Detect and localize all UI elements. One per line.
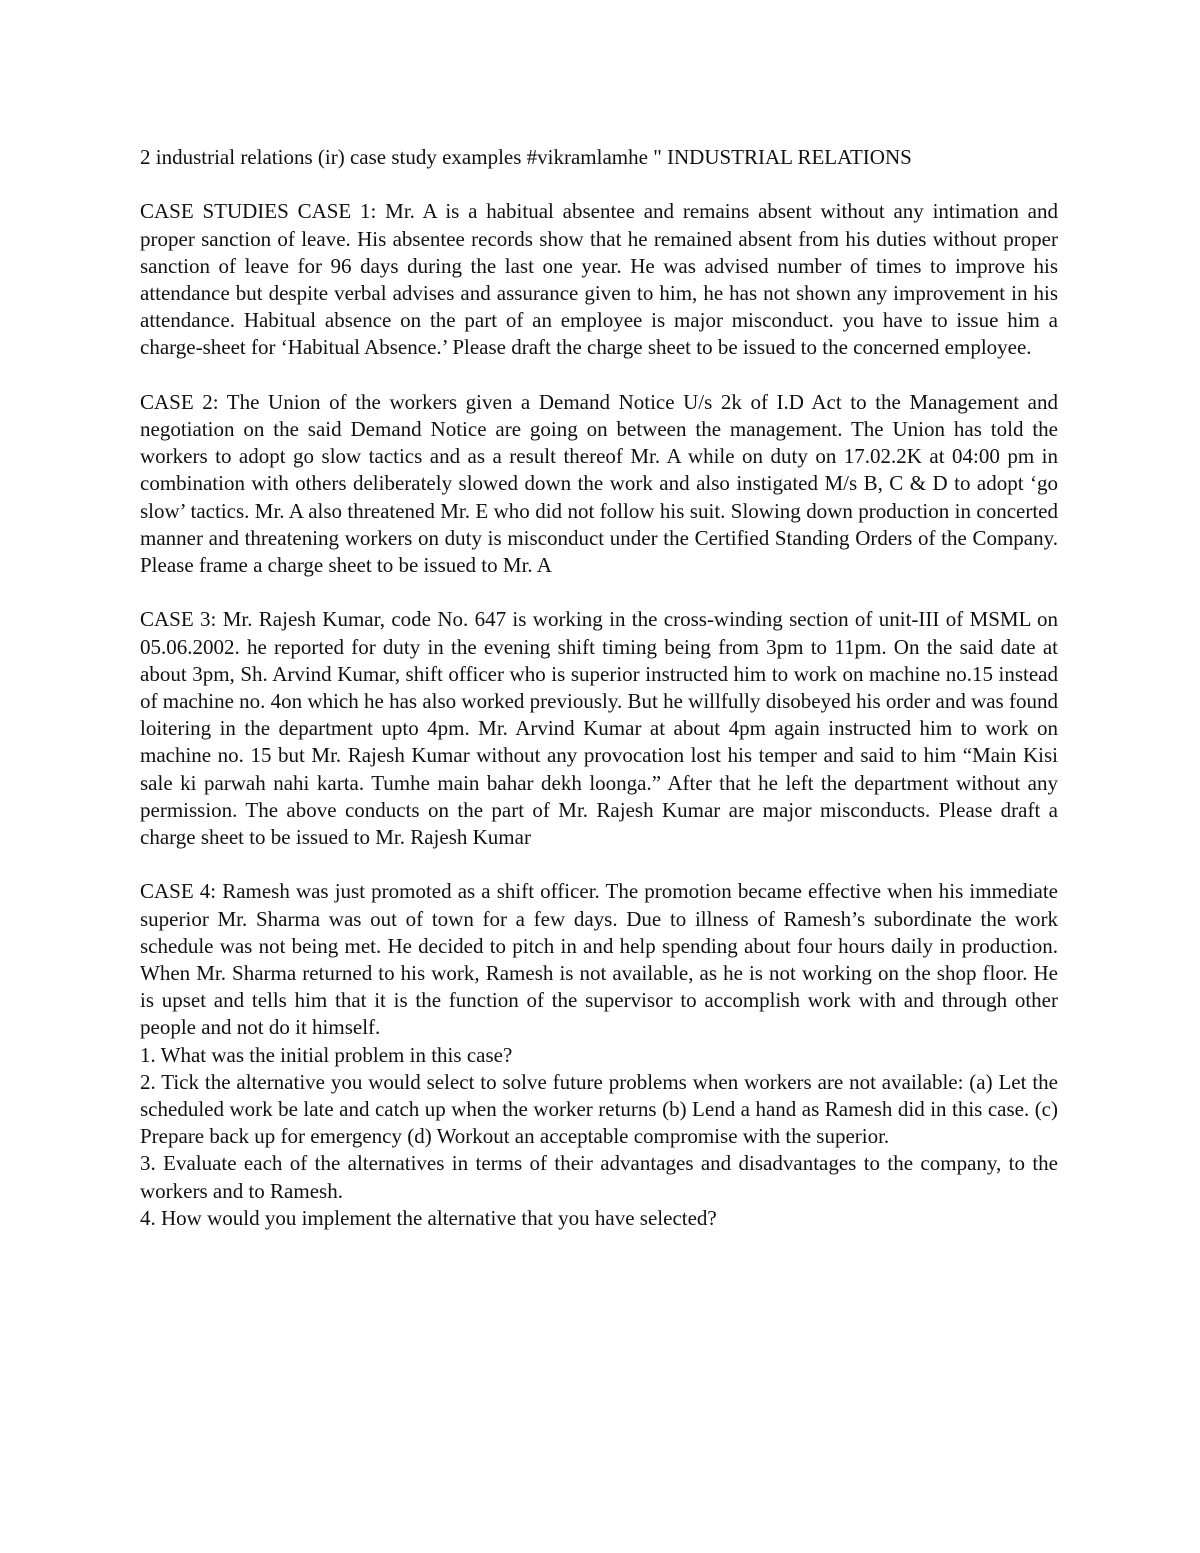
paragraph-gap <box>140 362 1058 389</box>
paragraph-gap <box>140 171 1058 198</box>
case-2-paragraph: CASE 2: The Union of the workers given a Demand Notice U/s 2k of I.D Act to the Management and negotiation on the said Demand Notice are going on between the management. The Union has told the workers to adopt go slow tactics and as a result thereof Mr. A while on duty on 17.02.2K at 04:00 pm in combination with others deliberately slowed down the work and also instigated M/s B, C & D to adopt ‘go slow’ tactics. Mr. A also threatened Mr. E who did not follow his suit. Slowing down production in concerted manner and threatening workers on duty is misconduct under the Certified Standing Orders of the Company. Please frame a charge sheet to be issued to Mr. A <box>140 389 1058 578</box>
document-title-line: 2 industrial relations (ir) case study examples #vikramlamhe " INDUSTRIAL RELATIONS <box>140 145 912 169</box>
document-body <box>140 144 1058 1232</box>
question-4: 4. How would you implement the alternative that you have selected? <box>140 1205 717 1230</box>
question-2: 2. Tick the alternative you would select to solve future problems when workers are not available: (a) Let the scheduled work be late and catch up when the worker returns (b) Lend a hand as Ramesh did in this case. (c) Prepare back up for emergency (d) Workout an acceptable compromise with the superior. <box>140 1069 1058 1149</box>
paragraph-gap <box>140 579 1058 606</box>
paragraph-gap <box>140 851 1058 878</box>
case-1-paragraph: CASE STUDIES CASE 1: Mr. A is a habitual absentee and remains absent without any intimation and proper sanction of leave. His absentee records show that he remained absent from his duties without proper sanction of leave for 96 days during the last one year. He was advised number of times to improve his attendance but despite verbal advises and assurance given to him, he has not shown any improvement in his attendance. Habitual absence on the part of an employee is major misconduct. you have to issue him a charge-sheet for ‘Habitual Absence.’ Please draft the charge sheet to be issued to the concerned employee. <box>140 199 1058 360</box>
question-3: 3. Evaluate each of the alternatives in terms of their advantages and disadvantages to the company, to the workers and to Ramesh. <box>140 1151 1058 1203</box>
question-1: 1. What was the initial problem in this case? <box>140 1042 513 1067</box>
case-4-paragraph: CASE 4: Ramesh was just promoted as a shift officer. The promotion became effective when his immediate superior Mr. Sharma was out of town for a few days. Due to illness of Ramesh’s subordinate the work schedule was not being met. He decided to pitch in and help spending about four hours daily in production. When Mr. Sharma returned to his work, Ramesh is not available, as he is not working on the shop floor. He is upset and tells him that it is the function of the supervisor to accomplish work with and through other people and not do it himself. <box>140 879 1058 1040</box>
case-3-paragraph: CASE 3: Mr. Rajesh Kumar, code No. 647 is working in the cross-winding section of unit-III of MSML on 05.06.2002. he reported for duty in the evening shift timing being from 3pm to 11pm. On the said date at about 3pm, Sh. Arvind Kumar, shift officer who is superior instructed him to work on machine no.15 instead of machine no. 4on which he has also worked previously. But he willfully disobeyed his order and was found loitering in the department upto 4pm. Mr. Arvind Kumar at about 4pm again instructed him to work on machine no. 15 but Mr. Rajesh Kumar without any provocation lost his temper and said to him “Main Kisi sale ki parwah nahi karta. Tumhe main bahar dekh loonga.” After that he left the department without any permission. The above conducts on the part of Mr. Rajesh Kumar are major misconducts. Please draft a charge sheet to be issued to Mr. Rajesh Kumar <box>140 607 1058 850</box>
